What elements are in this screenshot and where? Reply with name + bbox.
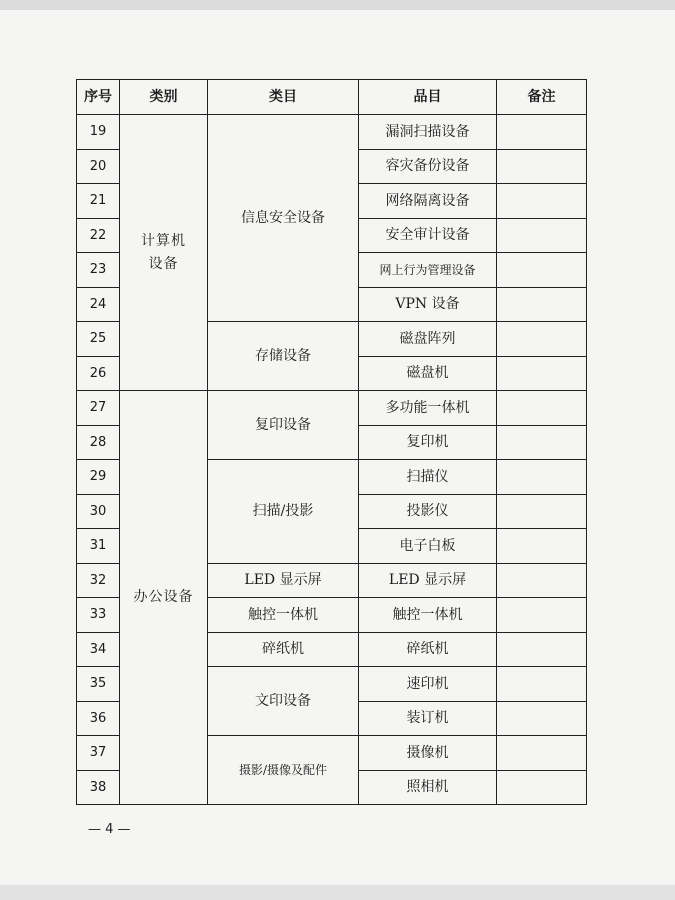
- item-cell: 扫描仪: [359, 460, 497, 495]
- scan-edge-bottom: [0, 885, 675, 900]
- remark-cell: [497, 356, 587, 391]
- table-row: [77, 115, 587, 150]
- class-information-security: 信息安全设备: [208, 115, 359, 322]
- item-cell: 复印机: [359, 425, 497, 460]
- header-class: 类目: [208, 80, 359, 115]
- row-index: 22: [77, 218, 120, 253]
- row-index: 35: [77, 667, 120, 702]
- category-label: 设备: [148, 255, 179, 272]
- remark-cell: [497, 253, 587, 288]
- class-shredder: 碎纸机: [208, 632, 359, 667]
- remark-cell: [497, 425, 587, 460]
- item-cell: 触控一体机: [359, 598, 497, 633]
- remark-cell: [497, 460, 587, 495]
- remark-cell: [497, 563, 587, 598]
- row-index: 34: [77, 632, 120, 667]
- item-cell: 磁盘阵列: [359, 322, 497, 357]
- item-cell: 多功能一体机: [359, 391, 497, 426]
- item-cell: 装订机: [359, 701, 497, 736]
- category-label: 计算机: [141, 233, 186, 250]
- item-cell: 安全审计设备: [359, 218, 497, 253]
- row-index: 28: [77, 425, 120, 460]
- remark-cell: [497, 598, 587, 633]
- row-index: 36: [77, 701, 120, 736]
- row-index: 29: [77, 460, 120, 495]
- class-copy: 复印设备: [208, 391, 359, 460]
- class-led-display: LED 显示屏: [208, 563, 359, 598]
- remark-cell: [497, 701, 587, 736]
- remark-cell: [497, 218, 587, 253]
- class-storage: 存储设备: [208, 322, 359, 391]
- row-index: 37: [77, 736, 120, 771]
- header-category: 类别: [120, 80, 208, 115]
- row-index: 31: [77, 529, 120, 564]
- remark-cell: [497, 770, 587, 805]
- row-index: 25: [77, 322, 120, 357]
- header-item: 品目: [359, 80, 497, 115]
- class-camera: 摄影/摄像及配件: [208, 736, 359, 805]
- item-cell: 网上行为管理设备: [359, 253, 497, 288]
- header-index: 序号: [77, 80, 120, 115]
- item-cell: 网络隔离设备: [359, 184, 497, 219]
- row-index: 20: [77, 149, 120, 184]
- remark-cell: [497, 115, 587, 150]
- remark-cell: [497, 287, 587, 322]
- category-computer-equipment: [120, 115, 208, 391]
- remark-cell: [497, 494, 587, 529]
- scan-edge-top: [0, 0, 675, 10]
- item-cell: 照相机: [359, 770, 497, 805]
- row-index: 26: [77, 356, 120, 391]
- item-cell: 电子白板: [359, 529, 497, 564]
- procurement-catalog-table: [76, 79, 587, 805]
- item-cell: 漏洞扫描设备: [359, 115, 497, 150]
- class-touch-panel: 触控一体机: [208, 598, 359, 633]
- row-index: 30: [77, 494, 120, 529]
- row-index: 33: [77, 598, 120, 633]
- remark-cell: [497, 667, 587, 702]
- class-printing: 文印设备: [208, 667, 359, 736]
- class-scan-projection: 扫描/投影: [208, 460, 359, 564]
- row-index: 21: [77, 184, 120, 219]
- item-cell: VPN 设备: [359, 287, 497, 322]
- row-index: 19: [77, 115, 120, 150]
- table-header-row: [77, 80, 587, 115]
- row-index: 24: [77, 287, 120, 322]
- remark-cell: [497, 736, 587, 771]
- page-number: — 4 —: [88, 822, 131, 837]
- category-office-equipment: 办公设备: [120, 391, 208, 805]
- item-cell: LED 显示屏: [359, 563, 497, 598]
- row-index: 27: [77, 391, 120, 426]
- remark-cell: [497, 391, 587, 426]
- row-index: 32: [77, 563, 120, 598]
- remark-cell: [497, 529, 587, 564]
- item-cell: 速印机: [359, 667, 497, 702]
- item-cell: 投影仪: [359, 494, 497, 529]
- item-cell: 容灾备份设备: [359, 149, 497, 184]
- remark-cell: [497, 632, 587, 667]
- row-index: 38: [77, 770, 120, 805]
- remark-cell: [497, 322, 587, 357]
- table-row: [77, 391, 587, 426]
- remark-cell: [497, 149, 587, 184]
- row-index: 23: [77, 253, 120, 288]
- remark-cell: [497, 184, 587, 219]
- header-remark: 备注: [497, 80, 587, 115]
- item-cell: 碎纸机: [359, 632, 497, 667]
- item-cell: 摄像机: [359, 736, 497, 771]
- item-cell: 磁盘机: [359, 356, 497, 391]
